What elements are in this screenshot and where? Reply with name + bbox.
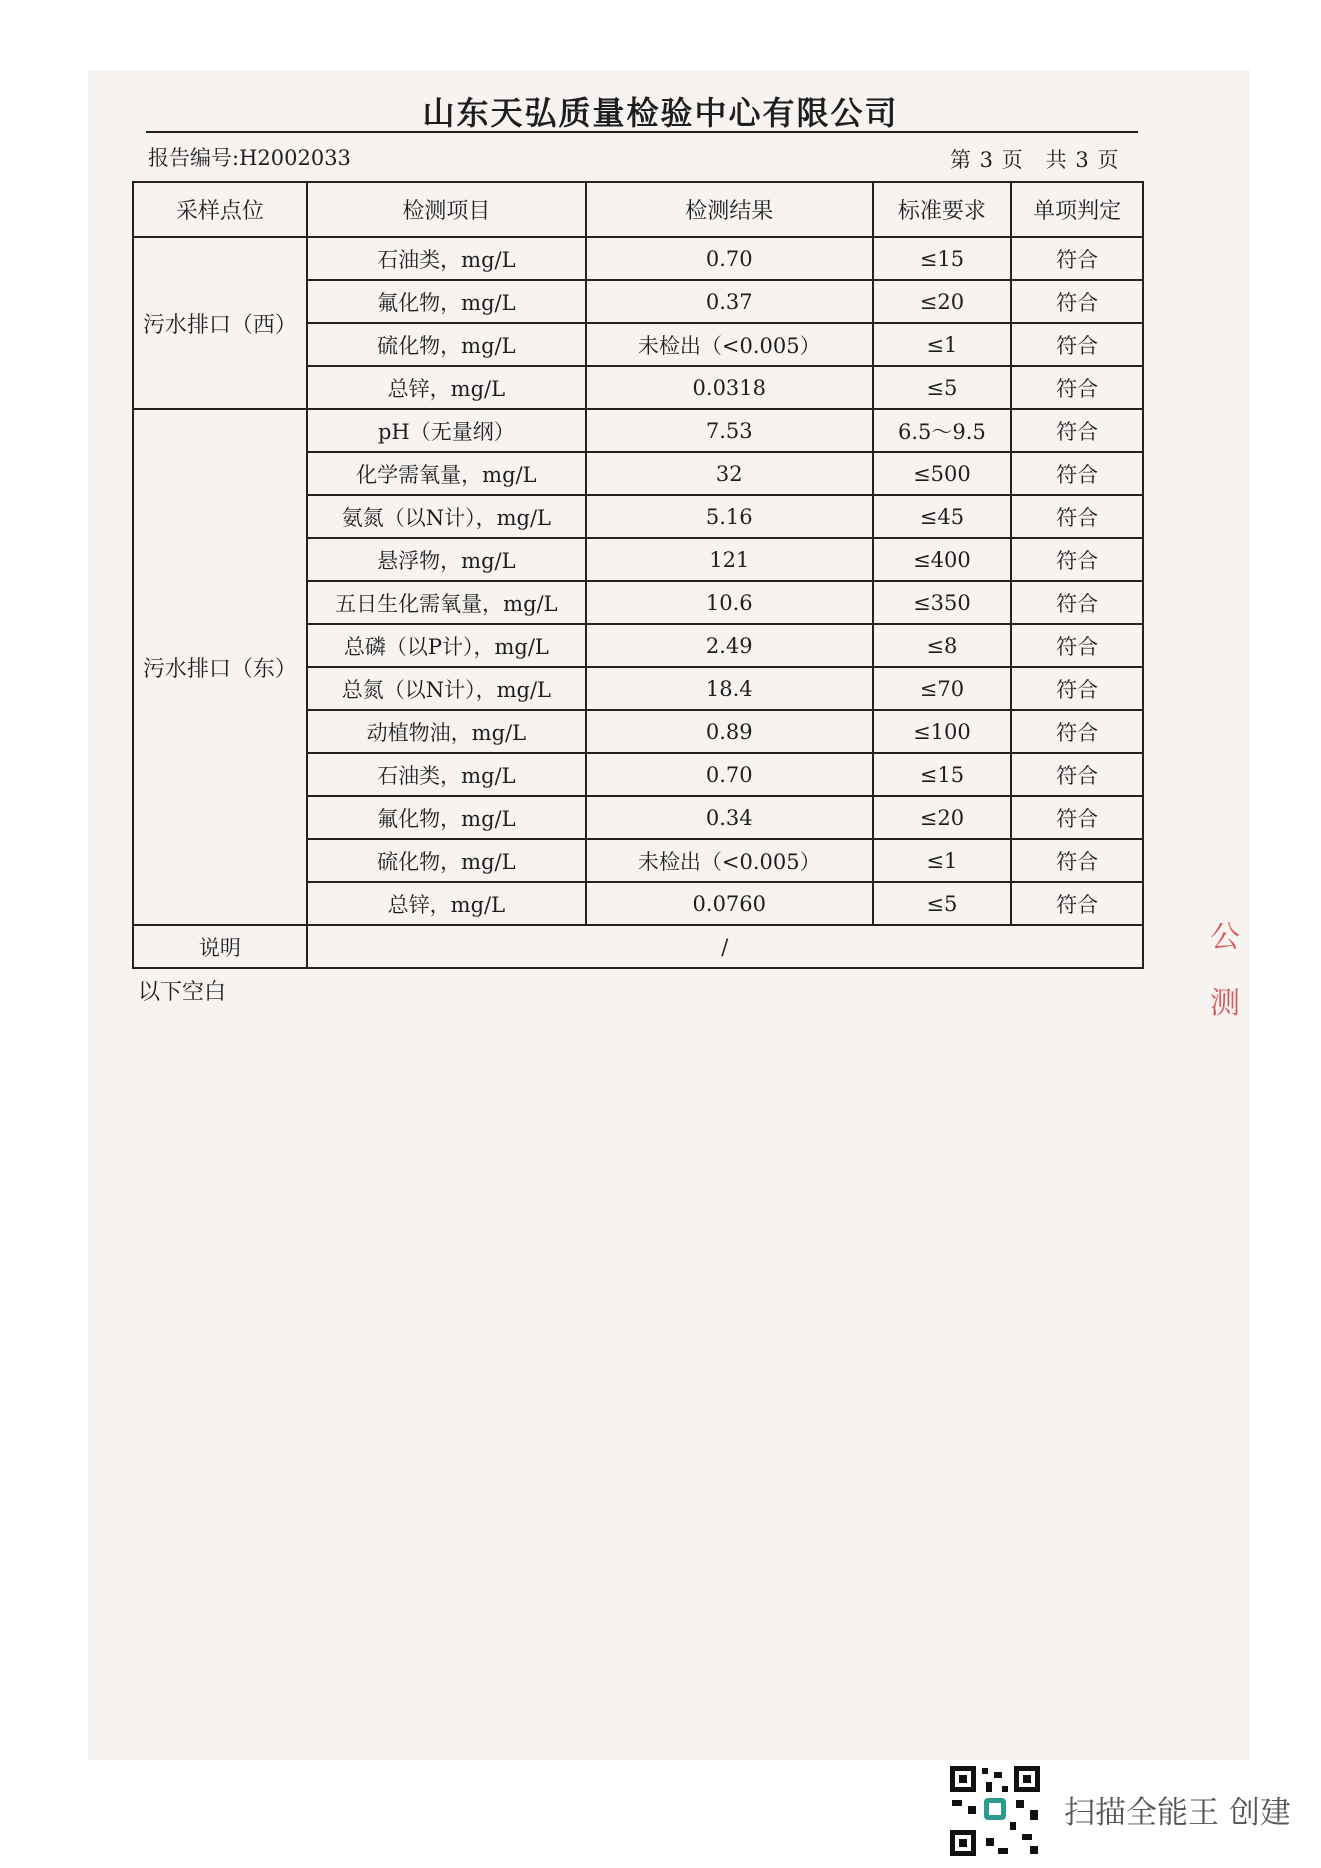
note-label: 说明 [133, 925, 307, 968]
cell-result: 121 [586, 538, 873, 581]
cell-standard: ≤350 [873, 581, 1012, 624]
cell-standard: ≤20 [873, 280, 1012, 323]
cell-verdict: 符合 [1011, 581, 1143, 624]
cell-result: 未检出（<0.005） [586, 323, 873, 366]
cell-item: 总锌，mg/L [307, 882, 586, 925]
cell-result: 7.53 [586, 409, 873, 452]
cell-standard: ≤100 [873, 710, 1012, 753]
cell-standard: 6.5～9.5 [873, 409, 1012, 452]
cell-verdict: 符合 [1011, 280, 1143, 323]
cell-item: pH（无量纲） [307, 409, 586, 452]
table-row [133, 237, 1143, 280]
cell-result: 0.0318 [586, 366, 873, 409]
cell-standard: ≤20 [873, 796, 1012, 839]
cell-item: 氟化物，mg/L [307, 280, 586, 323]
title-divider [146, 131, 1138, 133]
note-value: / [307, 925, 1143, 968]
cell-standard: ≤1 [873, 839, 1012, 882]
cell-standard: ≤500 [873, 452, 1012, 495]
table-header-row [133, 182, 1143, 237]
cell-item: 总磷（以P计），mg/L [307, 624, 586, 667]
cell-verdict: 符合 [1011, 323, 1143, 366]
cell-standard: ≤45 [873, 495, 1012, 538]
company-title: 山东天弘质量检验中心有限公司 [422, 94, 899, 132]
cell-standard: ≤15 [873, 753, 1012, 796]
cell-verdict: 符合 [1011, 839, 1143, 882]
cell-item: 石油类，mg/L [307, 237, 586, 280]
cell-verdict: 符合 [1011, 409, 1143, 452]
cell-item: 硫化物，mg/L [307, 839, 586, 882]
site-east: 污水排口（东） [133, 409, 307, 925]
cell-item: 氨氮（以N计），mg/L [307, 495, 586, 538]
report-number: 报告编号:H2002033 [148, 146, 351, 170]
cell-standard: ≤5 [873, 882, 1012, 925]
cell-standard: ≤5 [873, 366, 1012, 409]
cell-item: 石油类，mg/L [307, 753, 586, 796]
site-west: 污水排口（西） [133, 237, 307, 409]
cell-item: 五日生化需氧量，mg/L [307, 581, 586, 624]
cell-result: 18.4 [586, 667, 873, 710]
cell-standard: ≤400 [873, 538, 1012, 581]
cell-result: 0.70 [586, 237, 873, 280]
cell-standard: ≤1 [873, 323, 1012, 366]
cell-item: 硫化物，mg/L [307, 323, 586, 366]
header-result: 检测结果 [586, 182, 873, 237]
cell-result: 5.16 [586, 495, 873, 538]
cell-item: 悬浮物，mg/L [307, 538, 586, 581]
cell-item: 总氮（以N计），mg/L [307, 667, 586, 710]
qr-code-icon [946, 1762, 1044, 1860]
header-item: 检测项目 [307, 182, 586, 237]
cell-result: 未检出（<0.005） [586, 839, 873, 882]
cell-item: 总锌，mg/L [307, 366, 586, 409]
blank-below-note: 以下空白 [138, 980, 227, 1005]
cell-result: 0.70 [586, 753, 873, 796]
cell-standard: ≤8 [873, 624, 1012, 667]
scanner-watermark: 扫描全能王 创建 [1064, 1795, 1291, 1831]
table-row [133, 409, 1143, 452]
cell-result: 0.37 [586, 280, 873, 323]
cell-result: 0.0760 [586, 882, 873, 925]
note-row [133, 925, 1143, 968]
cell-item: 化学需氧量，mg/L [307, 452, 586, 495]
cell-verdict: 符合 [1011, 796, 1143, 839]
cell-verdict: 符合 [1011, 538, 1143, 581]
cell-verdict: 符合 [1011, 710, 1143, 753]
results-table [132, 181, 1144, 969]
seal-stamp: 公 测 [1210, 920, 1240, 1021]
header-standard: 标准要求 [873, 182, 1012, 237]
cell-verdict: 符合 [1011, 753, 1143, 796]
cell-verdict: 符合 [1011, 667, 1143, 710]
cell-result: 2.49 [586, 624, 873, 667]
header-verdict: 单项判定 [1011, 182, 1143, 237]
cell-verdict: 符合 [1011, 237, 1143, 280]
cell-standard: ≤15 [873, 237, 1012, 280]
header-site: 采样点位 [133, 182, 307, 237]
cell-verdict: 符合 [1011, 366, 1143, 409]
cell-item: 动植物油，mg/L [307, 710, 586, 753]
cell-verdict: 符合 [1011, 452, 1143, 495]
cell-verdict: 符合 [1011, 882, 1143, 925]
cell-result: 10.6 [586, 581, 873, 624]
page-indicator: 第 3 页 共 3 页 [950, 148, 1120, 172]
cell-result: 32 [586, 452, 873, 495]
cell-verdict: 符合 [1011, 495, 1143, 538]
cell-result: 0.34 [586, 796, 873, 839]
cell-result: 0.89 [586, 710, 873, 753]
cell-item: 氟化物，mg/L [307, 796, 586, 839]
cell-verdict: 符合 [1011, 624, 1143, 667]
cell-standard: ≤70 [873, 667, 1012, 710]
